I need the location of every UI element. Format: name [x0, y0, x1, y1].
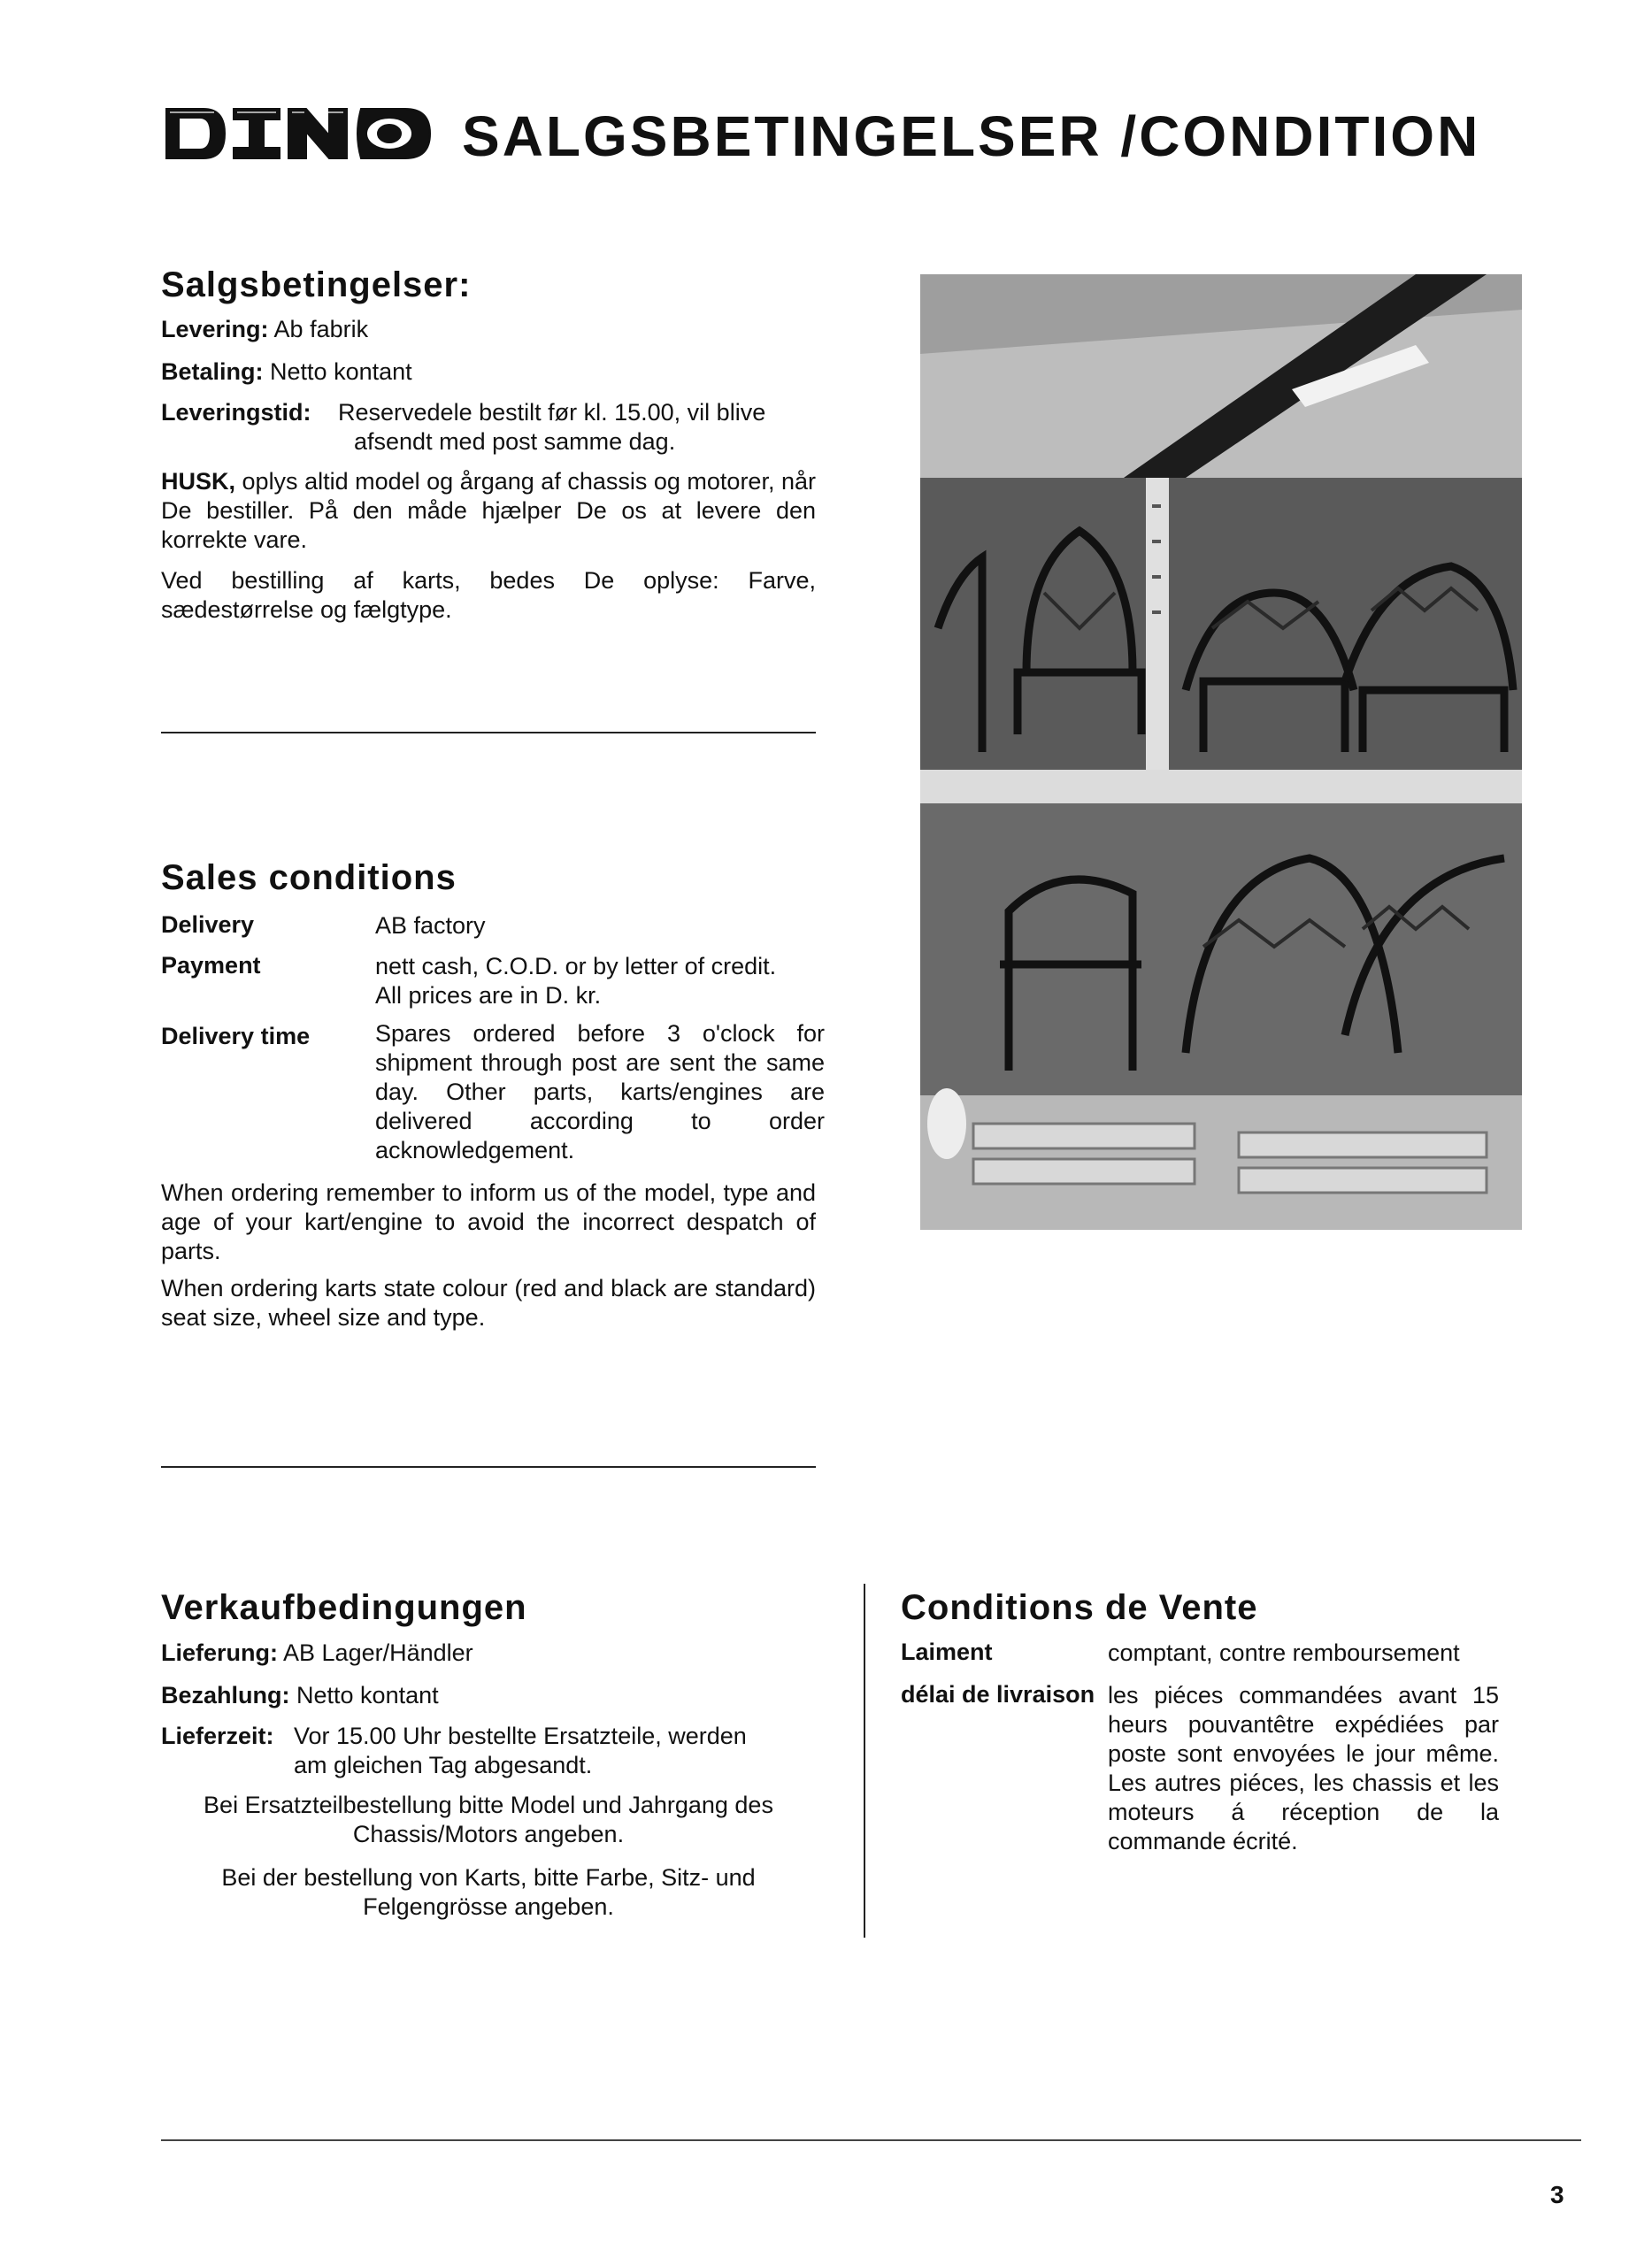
- betaling-value: Netto kontant: [270, 358, 412, 385]
- delivery-time-label: Delivery time: [161, 1023, 311, 1049]
- lieferung-label: Lieferung:: [161, 1639, 278, 1666]
- payment-value-line1: nett cash, C.O.D. or by letter of credit.: [375, 953, 777, 979]
- bezahlung-label: Bezahlung:: [161, 1682, 290, 1708]
- page-number: 3: [1550, 2181, 1564, 2208]
- payment-value: [375, 952, 825, 1010]
- lieferung-value: AB Lager/Händler: [283, 1639, 473, 1666]
- payment-label: Payment: [161, 952, 261, 979]
- german-bezahlung-row: [161, 1681, 834, 1710]
- delivery-time-value: Spares ordered before 3 o'clock for shipment through post are sent the same day. Other parts, karts/engines are delivered according to order acknowledgement.: [375, 1020, 825, 1163]
- french-section-title: Conditions de Vente: [901, 1588, 1258, 1627]
- dino-logo: [161, 102, 435, 165]
- german-karts-paragraph: Bei der bestellung von Karts, bitte Farbe, Sitz- und Felgengrösse angeben.: [221, 1864, 756, 1920]
- column-divider: [864, 1584, 865, 1938]
- delai-livraison-label: délai de livraison: [901, 1681, 1095, 1708]
- leveringstid-value-cont: afsendt med post samme dag.: [354, 428, 676, 455]
- english-ordering-paragraph: When ordering remember to inform us of the model, type and age of your kart/engine to avoid the incorrect despatch of parts.: [161, 1179, 816, 1264]
- danish-betaling-row: [161, 357, 834, 387]
- payment-value-line2: All prices are in D. kr.: [375, 982, 602, 1009]
- footer-rule: [161, 2139, 1581, 2141]
- lieferzeit-label: Lieferzeit:: [161, 1723, 274, 1749]
- husk-label: HUSK,: [161, 468, 236, 495]
- german-ersatzteil-paragraph: Bei Ersatzteilbestellung bitte Model und Jahrgang des Chassis/Motors angeben.: [204, 1792, 773, 1847]
- delai-livraison-value: les piéces commandées avant 15 heurs pouvantêtre expédiées par poste sont envoyées le jour même. Les autres piéces, les chassis et les moteurs á réception de la commande écrité.: [1108, 1682, 1499, 1854]
- danish-levering-row: [161, 315, 834, 344]
- delivery-value: AB factory: [375, 912, 486, 939]
- danish-husk-paragraph: [161, 467, 816, 555]
- lieferzeit-value: Vor 15.00 Uhr bestellte Ersatzteile, werden: [294, 1723, 747, 1749]
- leveringstid-value: Reservedele bestilt før kl. 15.00, vil blive: [338, 399, 766, 426]
- delivery-label: Delivery: [161, 911, 255, 938]
- danish-section-title: Salgsbetingelser:: [161, 265, 472, 304]
- lieferzeit-value-cont: am gleichen Tag abgesandt.: [294, 1752, 593, 1778]
- husk-text: oplys altid model og årgang af chassis og motorer, når De bestiller. På den måde hjælper De os at levere den korrekte vare.: [161, 468, 816, 553]
- german-section-title: Verkaufbedingungen: [161, 1588, 527, 1627]
- warehouse-photo: [920, 274, 1522, 1230]
- levering-label: Levering:: [161, 316, 269, 342]
- danish-leveringstid-row: [161, 398, 834, 457]
- leveringstid-label: Leveringstid:: [161, 399, 311, 426]
- section-divider: [161, 732, 816, 733]
- section-divider: [161, 1466, 816, 1468]
- levering-value: Ab fabrik: [273, 316, 369, 342]
- english-karts-paragraph: When ordering karts state colour (red and black are standard) seat size, wheel size and type.: [161, 1275, 816, 1331]
- betaling-label: Betaling:: [161, 358, 264, 385]
- page-title: SALGSBETINGELSER /CONDITION: [462, 104, 1481, 168]
- german-lieferung-row: [161, 1639, 834, 1668]
- german-lieferzeit-row: [161, 1722, 834, 1780]
- laiment-value: comptant, contre remboursement: [1108, 1639, 1460, 1666]
- laiment-label: Laiment: [901, 1639, 993, 1665]
- english-section-title: Sales conditions: [161, 858, 457, 897]
- bezahlung-value: Netto kontant: [296, 1682, 439, 1708]
- danish-karts-paragraph: Ved bestilling af karts, bedes De oplyse: Farve, sædestørrelse og fælgtype.: [161, 567, 816, 623]
